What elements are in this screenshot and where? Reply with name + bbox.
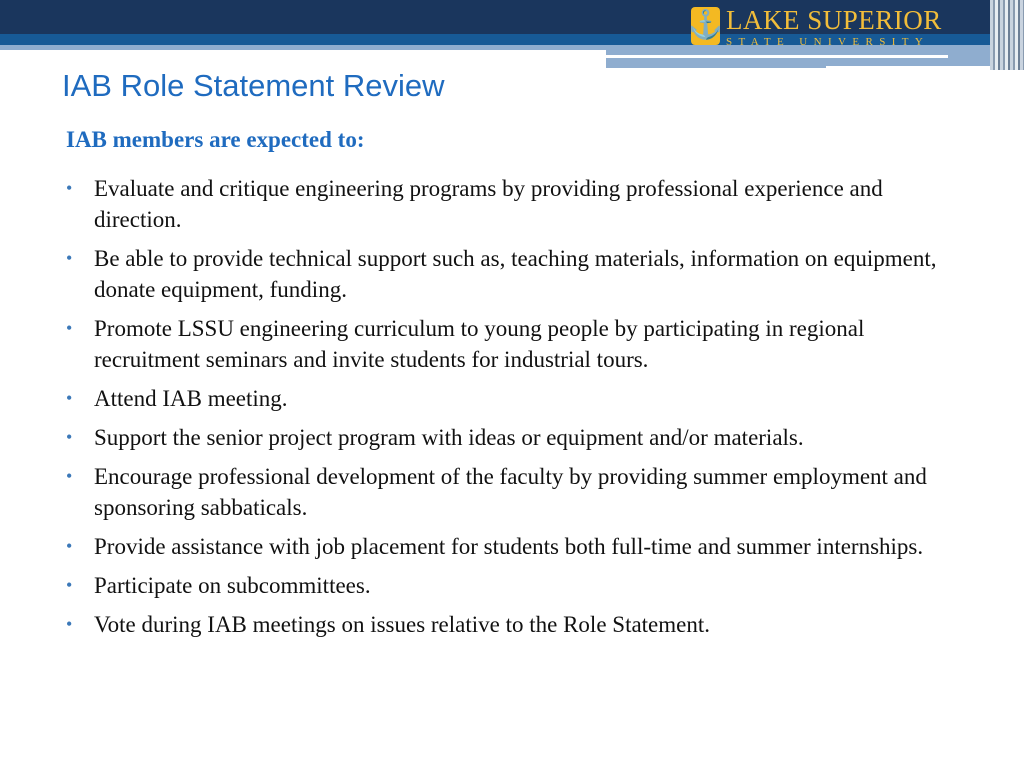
slide-subtitle: IAB members are expected to: (66, 127, 365, 152)
list-item-text: Vote during IAB meetings on issues relative to the Role Statement. (94, 612, 711, 637)
bullet-icon: • (66, 178, 73, 198)
bullet-icon: • (66, 248, 73, 268)
list-item-text: Promote LSSU engineering curriculum to young people by participating in regional recruitment seminars and invite students for industrial tours. (94, 316, 865, 372)
list-item (66, 461, 946, 523)
logo-line2: STATE UNIVERSITY (726, 36, 930, 48)
list-item (66, 609, 946, 640)
list-item (66, 422, 946, 453)
logo-line1: LAKE SUPERIOR (726, 5, 942, 35)
list-item-text: Be able to provide technical support such as, teaching materials, information on equipment, donate equipment, funding. (94, 246, 937, 302)
list-item (66, 570, 946, 601)
list-item (66, 531, 946, 562)
bullet-icon: • (66, 427, 73, 447)
header-vertical-stripes (990, 0, 1024, 70)
bullet-icon: • (66, 575, 73, 595)
bullet-list (66, 173, 946, 648)
header-divider (606, 55, 948, 58)
header-stripe-light (0, 45, 606, 50)
university-logo (688, 5, 942, 49)
list-item (66, 173, 946, 235)
list-item (66, 313, 946, 375)
bullet-icon: • (66, 536, 73, 556)
bullet-icon: • (66, 318, 73, 338)
bullet-icon: • (66, 388, 73, 408)
list-item-text: Encourage professional development of the faculty by providing summer employment and sponsoring sabbaticals. (94, 464, 927, 520)
bullet-icon: • (66, 614, 73, 634)
slide-title: IAB Role Statement Review (62, 68, 445, 103)
list-item-text: Participate on subcommittees. (94, 573, 371, 598)
anchor-icon: ⚓ (691, 7, 720, 45)
list-item-text: Provide assistance with job placement for students both full-time and summer internships. (94, 534, 924, 559)
bullet-icon: • (66, 466, 73, 486)
list-item-text: Support the senior project program with ideas or equipment and/or materials. (94, 425, 804, 450)
list-item-text: Evaluate and critique engineering programs by providing professional experience and direction. (94, 176, 883, 232)
header-divider-2 (826, 66, 990, 68)
list-item-text: Attend IAB meeting. (94, 386, 288, 411)
list-item (66, 243, 946, 305)
list-item (66, 383, 946, 414)
